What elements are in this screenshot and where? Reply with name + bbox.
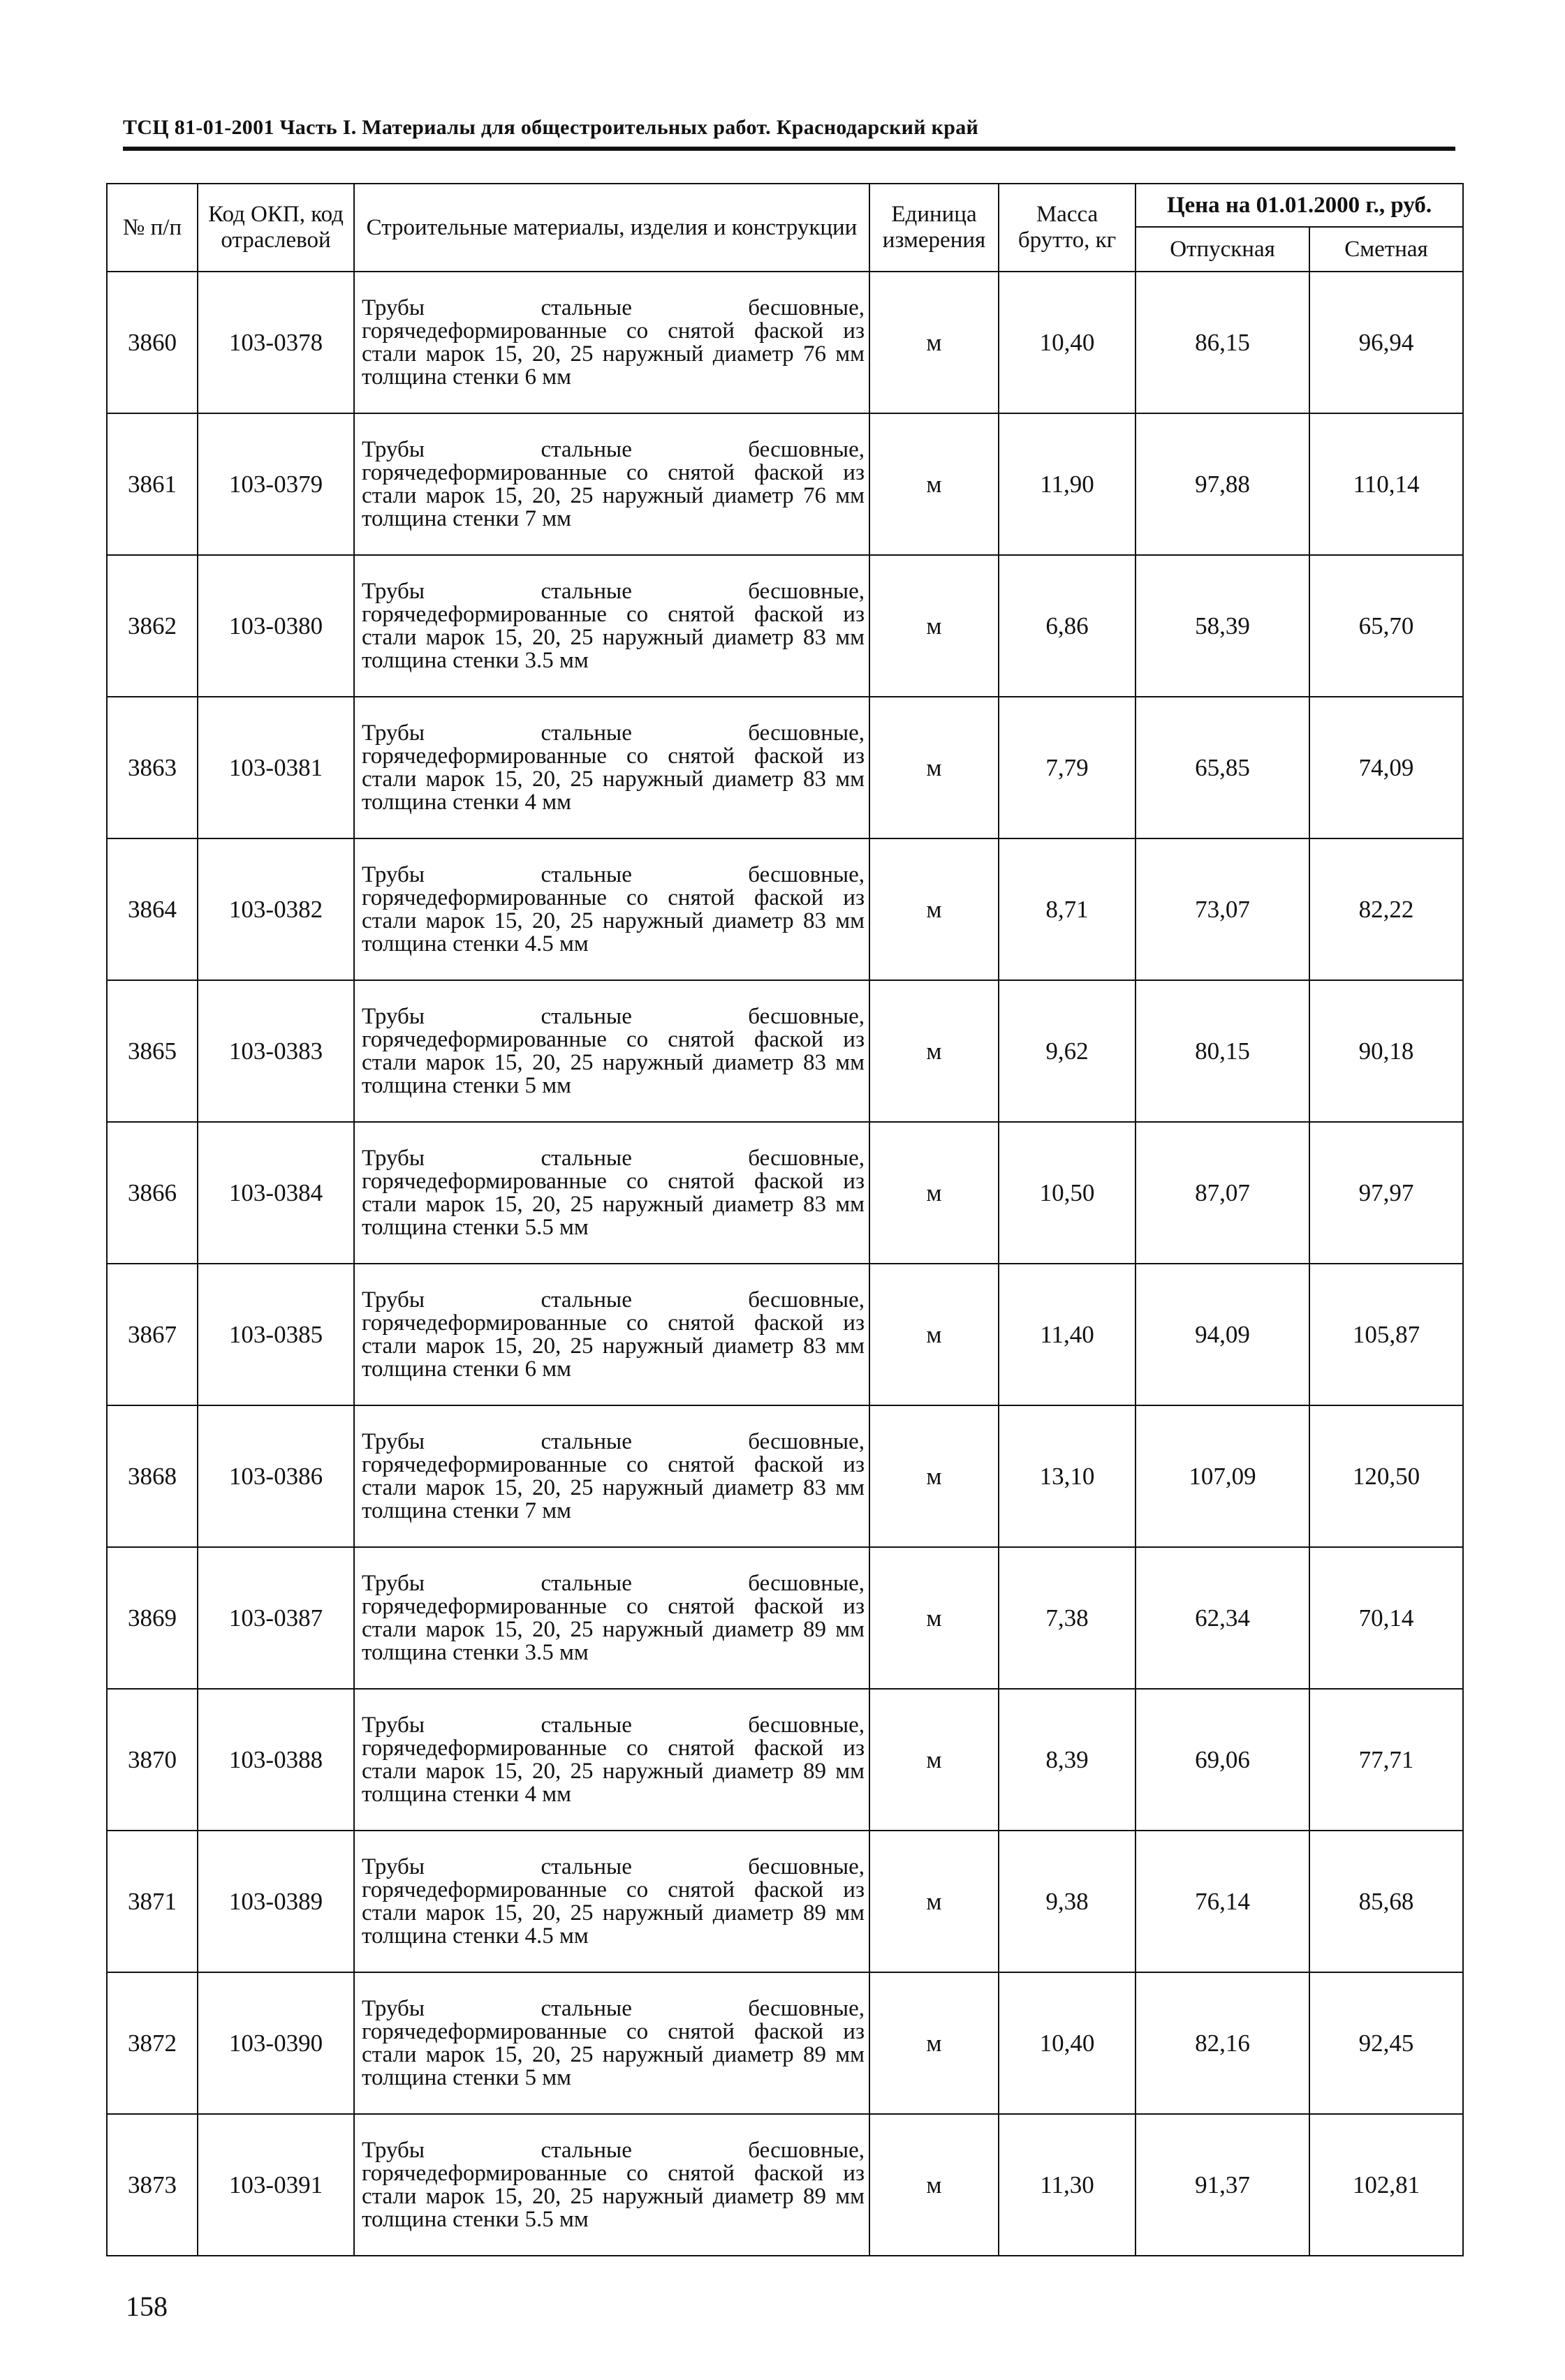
table-row (107, 272, 1463, 413)
header-code: Код ОКП, код отраслевой (198, 184, 354, 272)
cell-description: Трубы стальные бесшовные, горячедеформированные со снятой фаской из стали марок 15, 20, 25 наружный диаметр 83 мм толщина стенки 4 мм (354, 697, 869, 838)
cell-num: 3863 (107, 697, 198, 838)
cell-price-release: 58,39 (1136, 555, 1309, 697)
cell-code: 103-0381 (198, 697, 354, 838)
cell-mass: 11,90 (999, 413, 1136, 555)
cell-num: 3865 (107, 980, 198, 1122)
cell-num: 3860 (107, 272, 198, 413)
cell-price-release: 69,06 (1136, 1689, 1309, 1831)
cell-num: 3873 (107, 2114, 198, 2256)
header-price-release: Отпускная (1136, 227, 1309, 272)
cell-code: 103-0385 (198, 1264, 354, 1405)
table-row (107, 697, 1463, 838)
cell-price-release: 80,15 (1136, 980, 1309, 1122)
cell-mass: 10,40 (999, 272, 1136, 413)
running-header: ТСЦ 81-01-2001 Часть I. Материалы для общестроительных работ. Краснодарский край (123, 116, 979, 139)
cell-num: 3864 (107, 838, 198, 980)
cell-num: 3867 (107, 1264, 198, 1405)
cell-num: 3866 (107, 1122, 198, 1264)
cell-price-estimate: 65,70 (1309, 555, 1463, 697)
cell-mass: 8,71 (999, 838, 1136, 980)
price-table (106, 183, 1464, 2256)
cell-description: Трубы стальные бесшовные, горячедеформированные со снятой фаской из стали марок 15, 20, 25 наружный диаметр 83 мм толщина стенки 5 мм (354, 980, 869, 1122)
cell-price-release: 76,14 (1136, 1831, 1309, 1972)
cell-unit: м (869, 555, 999, 697)
cell-price-release: 73,07 (1136, 838, 1309, 980)
cell-mass: 7,38 (999, 1547, 1136, 1689)
cell-price-release: 97,88 (1136, 413, 1309, 555)
cell-mass: 11,30 (999, 2114, 1136, 2256)
cell-description: Трубы стальные бесшовные, горячедеформированные со снятой фаской из стали марок 15, 20, 25 наружный диаметр 89 мм толщина стенки 4 мм (354, 1689, 869, 1831)
cell-code: 103-0386 (198, 1405, 354, 1547)
cell-code: 103-0391 (198, 2114, 354, 2256)
cell-description: Трубы стальные бесшовные, горячедеформированные со снятой фаской из стали марок 15, 20, 25 наружный диаметр 89 мм толщина стенки 3.5 мм (354, 1547, 869, 1689)
cell-unit: м (869, 2114, 999, 2256)
table-row (107, 1831, 1463, 1972)
cell-num: 3872 (107, 1972, 198, 2114)
table-row (107, 1122, 1463, 1264)
header-price-group: Цена на 01.01.2000 г., руб. (1136, 184, 1463, 227)
cell-unit: м (869, 413, 999, 555)
cell-description: Трубы стальные бесшовные, горячедеформированные со снятой фаской из стали марок 15, 20, 25 наружный диаметр 89 мм толщина стенки 5 мм (354, 1972, 869, 2114)
cell-code: 103-0379 (198, 413, 354, 555)
cell-price-release: 107,09 (1136, 1405, 1309, 1547)
cell-mass: 6,86 (999, 555, 1136, 697)
cell-code: 103-0384 (198, 1122, 354, 1264)
cell-description: Трубы стальные бесшовные, горячедеформированные со снятой фаской из стали марок 15, 20, 25 наружный диаметр 83 мм толщина стенки 6 мм (354, 1264, 869, 1405)
cell-code: 103-0389 (198, 1831, 354, 1972)
cell-price-release: 94,09 (1136, 1264, 1309, 1405)
table-row (107, 2114, 1463, 2256)
cell-num: 3868 (107, 1405, 198, 1547)
cell-mass: 9,62 (999, 980, 1136, 1122)
cell-price-estimate: 90,18 (1309, 980, 1463, 1122)
cell-price-estimate: 110,14 (1309, 413, 1463, 555)
table-row (107, 555, 1463, 697)
cell-description: Трубы стальные бесшовные, горячедеформированные со снятой фаской из стали марок 15, 20, 25 наружный диаметр 83 мм толщина стенки 7 мм (354, 1405, 869, 1547)
table-row (107, 1689, 1463, 1831)
cell-mass: 11,40 (999, 1264, 1136, 1405)
table-row (107, 1405, 1463, 1547)
cell-price-release: 62,34 (1136, 1547, 1309, 1689)
cell-price-estimate: 102,81 (1309, 2114, 1463, 2256)
header-unit: Единица измерения (869, 184, 999, 272)
table-row (107, 838, 1463, 980)
cell-num: 3861 (107, 413, 198, 555)
cell-price-estimate: 92,45 (1309, 1972, 1463, 2114)
cell-description: Трубы стальные бесшовные, горячедеформированные со снятой фаской из стали марок 15, 20, 25 наружный диаметр 83 мм толщина стенки 4.5 мм (354, 838, 869, 980)
cell-price-estimate: 97,97 (1309, 1122, 1463, 1264)
cell-code: 103-0378 (198, 272, 354, 413)
cell-code: 103-0382 (198, 838, 354, 980)
cell-unit: м (869, 272, 999, 413)
table-row (107, 1264, 1463, 1405)
cell-description: Трубы стальные бесшовные, горячедеформированные со снятой фаской из стали марок 15, 20, 25 наружный диаметр 83 мм толщина стенки 3.5 мм (354, 555, 869, 697)
header-mass: Масса брутто, кг (999, 184, 1136, 272)
cell-unit: м (869, 980, 999, 1122)
cell-unit: м (869, 1972, 999, 2114)
cell-mass: 10,50 (999, 1122, 1136, 1264)
cell-num: 3870 (107, 1689, 198, 1831)
cell-price-release: 82,16 (1136, 1972, 1309, 2114)
page-number: 158 (126, 2291, 168, 2322)
header-material: Строительные материалы, изделия и конструкции (354, 184, 869, 272)
header-price-estimate: Сметная (1309, 227, 1463, 272)
cell-price-estimate: 120,50 (1309, 1405, 1463, 1547)
cell-num: 3869 (107, 1547, 198, 1689)
cell-unit: м (869, 1405, 999, 1547)
cell-price-estimate: 82,22 (1309, 838, 1463, 980)
table-row (107, 980, 1463, 1122)
cell-price-release: 65,85 (1136, 697, 1309, 838)
header-rule (123, 147, 1455, 151)
cell-description: Трубы стальные бесшовные, горячедеформированные со снятой фаской из стали марок 15, 20, 25 наружный диаметр 89 мм толщина стенки 5.5 мм (354, 2114, 869, 2256)
cell-price-estimate: 70,14 (1309, 1547, 1463, 1689)
cell-description: Трубы стальные бесшовные, горячедеформированные со снятой фаской из стали марок 15, 20, 25 наружный диаметр 89 мм толщина стенки 4.5 мм (354, 1831, 869, 1972)
cell-unit: м (869, 1831, 999, 1972)
cell-description: Трубы стальные бесшовные, горячедеформированные со снятой фаской из стали марок 15, 20, 25 наружный диаметр 76 мм толщина стенки 6 мм (354, 272, 869, 413)
cell-description: Трубы стальные бесшовные, горячедеформированные со снятой фаской из стали марок 15, 20, 25 наружный диаметр 76 мм толщина стенки 7 мм (354, 413, 869, 555)
cell-unit: м (869, 1547, 999, 1689)
cell-code: 103-0387 (198, 1547, 354, 1689)
cell-price-estimate: 77,71 (1309, 1689, 1463, 1831)
cell-mass: 13,10 (999, 1405, 1136, 1547)
cell-mass: 8,39 (999, 1689, 1136, 1831)
table-row (107, 1547, 1463, 1689)
cell-unit: м (869, 1689, 999, 1831)
table-row (107, 413, 1463, 555)
cell-num: 3871 (107, 1831, 198, 1972)
table-body (107, 272, 1463, 2256)
cell-code: 103-0388 (198, 1689, 354, 1831)
header-num: № п/п (107, 184, 198, 272)
cell-price-release: 86,15 (1136, 272, 1309, 413)
cell-price-estimate: 85,68 (1309, 1831, 1463, 1972)
table-row (107, 1972, 1463, 2114)
cell-code: 103-0383 (198, 980, 354, 1122)
cell-description: Трубы стальные бесшовные, горячедеформированные со снятой фаской из стали марок 15, 20, 25 наружный диаметр 83 мм толщина стенки 5.5 мм (354, 1122, 869, 1264)
cell-code: 103-0380 (198, 555, 354, 697)
cell-mass: 9,38 (999, 1831, 1136, 1972)
cell-price-release: 87,07 (1136, 1122, 1309, 1264)
cell-price-release: 91,37 (1136, 2114, 1309, 2256)
cell-num: 3862 (107, 555, 198, 697)
cell-price-estimate: 74,09 (1309, 697, 1463, 838)
cell-mass: 7,79 (999, 697, 1136, 838)
cell-price-estimate: 105,87 (1309, 1264, 1463, 1405)
cell-price-estimate: 96,94 (1309, 272, 1463, 413)
cell-code: 103-0390 (198, 1972, 354, 2114)
cell-mass: 10,40 (999, 1972, 1136, 2114)
cell-unit: м (869, 838, 999, 980)
cell-unit: м (869, 697, 999, 838)
cell-unit: м (869, 1122, 999, 1264)
cell-unit: м (869, 1264, 999, 1405)
